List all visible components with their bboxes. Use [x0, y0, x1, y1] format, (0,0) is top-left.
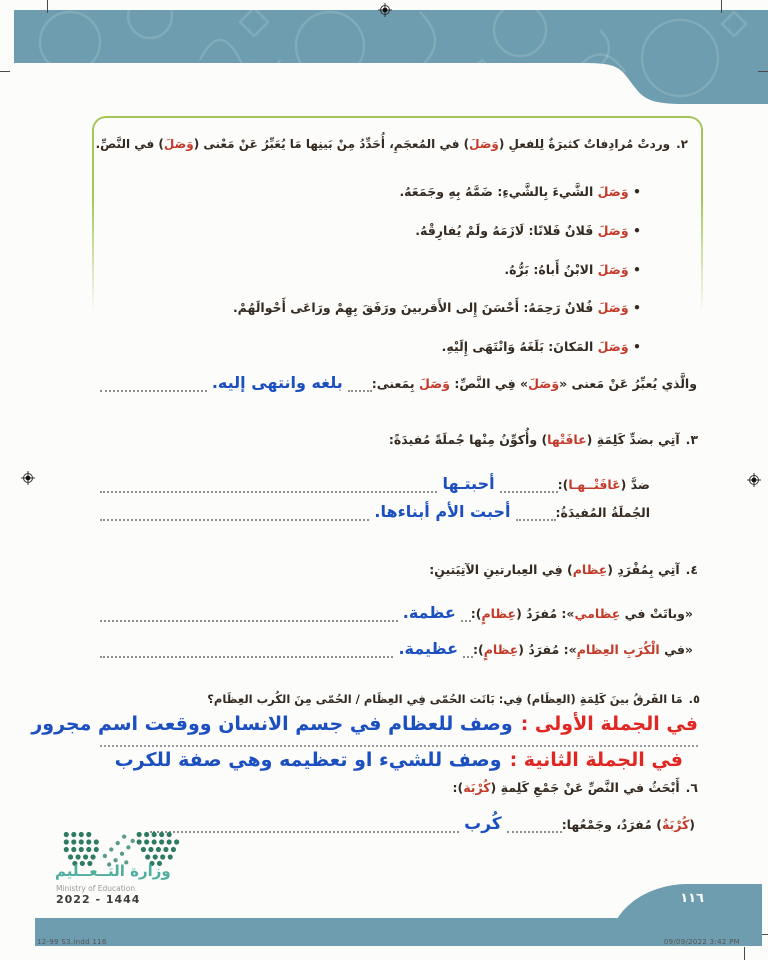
dotted-line — [516, 518, 556, 521]
registration-mark-icon — [378, 2, 392, 16]
keyword-wasala: وَصَلَ — [597, 262, 629, 277]
keyword-afat-ha: عافَتْها — [547, 432, 587, 447]
question-3-answer-line: ضدَّ (عَافَتْــهـا): أحبتـها — [100, 473, 650, 497]
crop-mark — [47, 0, 48, 13]
crop-mark — [721, 0, 722, 13]
handwritten-answer: كُرب — [464, 814, 502, 834]
question-5-handwritten-answer-1 — [31, 712, 698, 738]
page-number: ١١٦ — [680, 891, 704, 906]
question-number: ٤. — [685, 562, 698, 577]
dotted-line — [348, 389, 372, 392]
keyword-kurbah: كُرْبَةُ — [661, 817, 690, 832]
handwritten-answer: عظيمة. — [398, 639, 458, 658]
prepress-timestamp: 09/09/2022 3:42 PM — [663, 938, 740, 946]
handwritten-answer: وصف للعظام في جسم الانسان ووقعت اسم مجرور — [31, 713, 513, 735]
question-5-prompt: ٥.مَا الفَرقُ بينَ كَلِمَةِ (العِظَام) فِي: بَاتَت الحُمّى فِي العِظَام / الحُمّى مِنَ الكُرب العِظَام؟ — [207, 692, 700, 706]
keyword-wasala: وَصَلَ — [597, 184, 629, 199]
keyword-ithami: عِظامي — [574, 606, 621, 621]
dotted-line — [507, 830, 562, 833]
keyword-wasala: وَصَلَ — [528, 376, 560, 391]
keyword-wasala: وَصَلَ — [597, 223, 629, 238]
keyword-kurbah: كُرْبَة — [463, 780, 491, 795]
question-4-answer-line: «وباتَتْ في عِظامي»: مُفرَدُ (عِظامٍ): عظمة. — [100, 602, 693, 626]
question-6-prompt: ٦.أَبْحَثُ في النَّصِّ عَنْ جَمْعِ كَلِمةِ (كُرْبَة): — [452, 780, 698, 795]
crop-mark — [744, 947, 745, 960]
dotted-line — [100, 619, 398, 622]
dotted-line — [150, 830, 459, 833]
handwritten-answer: بلغه وانتهى إليه. — [211, 373, 343, 392]
question-6-answer-line: (كُرْبَةُ) مُفرَدٌ، وجَمْعُها: كُرب — [150, 813, 695, 837]
keyword-wasala: وَصَلَ — [597, 339, 629, 354]
crop-mark — [758, 71, 768, 72]
definition-bullet: • وَصَلَ الشَّيءَ بِالشَّيءِ: ضَمَّهُ بِهِ وجَمَعَهُ. — [399, 184, 641, 199]
handwritten-answer: وصف للشيء او تعظيمه وهي صفة للكرب — [114, 749, 502, 771]
question-4-answer-line: «في الْكُرَبِ العِظامِ»: مُفرَدُ (عِظامٍ): عظيمة. — [100, 638, 693, 662]
dotted-line — [100, 389, 207, 392]
prepress-filename: 12-99 S3.indd 116 — [37, 938, 107, 946]
handwritten-label: في الجملة الثانية : — [509, 749, 683, 771]
bullet-icon: • — [633, 184, 641, 199]
dotted-line — [463, 655, 473, 658]
question-4-prompt: ٤.آتِي بِمُفْرَدِ (عِظام) فِي العِبارتينِ الآتِيَتينِ: — [429, 562, 698, 577]
question-3-prompt: ٣.آتِي بضدِّ كَلِمَةِ (عافَتْها) وأُكوِّنُ مِنْها جُملَةً مُفيدَةً: — [388, 432, 698, 447]
handwritten-answer: أحبتـها — [442, 474, 495, 493]
keyword-kurab-itham: الْكُرَبِ العِظامِ — [576, 642, 660, 657]
keyword-itham: عِظام — [572, 562, 608, 577]
registration-mark-icon — [747, 472, 761, 486]
handwritten-answer: عظمة. — [402, 603, 456, 622]
moe-years: 2022 - 1444 — [56, 893, 141, 906]
question-number: ٥. — [688, 692, 700, 706]
dotted-line — [100, 518, 369, 521]
definition-bullet: • وَصَلَ المَكانَ: بَلَغَهُ وَانْتَهَى إِلَيْهِ. — [441, 339, 641, 354]
registration-mark-icon — [21, 470, 35, 484]
keyword-wasala: وَصَلَ — [418, 376, 450, 391]
keyword-itham: عِظامٍ — [481, 606, 517, 621]
moe-wordmark-english: Ministry of Education — [56, 884, 136, 893]
question-5-handwritten-answer-2 — [115, 748, 683, 774]
dotted-line — [100, 490, 437, 493]
question-number: ٣. — [685, 432, 698, 447]
dotted-line — [461, 619, 471, 622]
definition-bullet: • وَصَلَ الابْنُ أَباهُ: بَرُّهُ. — [504, 262, 641, 277]
keyword-wasala: وَصَلَ — [469, 137, 499, 151]
keyword-afat-ha: عَافَتْــهـا — [568, 477, 621, 492]
question-2-answer-line: والَّذي يُعبِّرُ عَنْ مَعنى «وَصَلَ» فِي النَّصِّ: وَصَلَ بِمَعنى: بلغه وانتهى إليه. — [100, 372, 697, 396]
question-number: ٦. — [685, 780, 698, 795]
moe-wordmark-arabic: وزارة التــعــليم — [55, 862, 171, 880]
bullet-icon: • — [633, 300, 641, 315]
question-3-sentence-line: الجُملَةُ المُفيدَةُ: أحبت الأم أبناءها. — [100, 501, 650, 525]
keyword-itham: عِظامٍ — [483, 642, 519, 657]
bullet-icon: • — [633, 339, 641, 354]
question-2-prompt: ٢.وردتْ مُرادِفاتٌ كثيرَةٌ لِلفعلِ (وَصَلَ) في المُعجَمِ، أُحَدِّدُ مِنْ بَينِها مَا يُعَبِّرُ عَنْ مَعْنى (وَصَلَ) في النَّصِّ. — [95, 137, 688, 151]
handwritten-answer: أحبت الأم أبناءها. — [374, 502, 511, 521]
definition-bullet: • وَصَلَ فَلانٌ فَلانًا: لَازَمَهُ ولَمْ يُفارِقْهُ. — [415, 223, 641, 238]
handwritten-label: في الجملة الأولى : — [520, 713, 698, 735]
question-number: ٢. — [676, 137, 688, 151]
dotted-line — [100, 655, 393, 658]
bullet-icon: • — [633, 223, 641, 238]
footer-bar — [35, 918, 762, 946]
keyword-wasala: وَصَلَ — [597, 300, 629, 315]
dotted-line — [500, 490, 558, 493]
bullet-icon: • — [633, 262, 641, 277]
keyword-wasala: وَصَلَ — [163, 137, 194, 151]
crop-mark — [0, 71, 10, 72]
dotted-line — [100, 744, 698, 747]
definition-bullet: • وَصَلَ فُلانٌ رَحِمَهُ: أَحْسَنَ إِلى الأَقربينَ ورَفَقَ بِهِمْ ورَاعَى أَحْوالَهُمْ. — [232, 300, 641, 315]
